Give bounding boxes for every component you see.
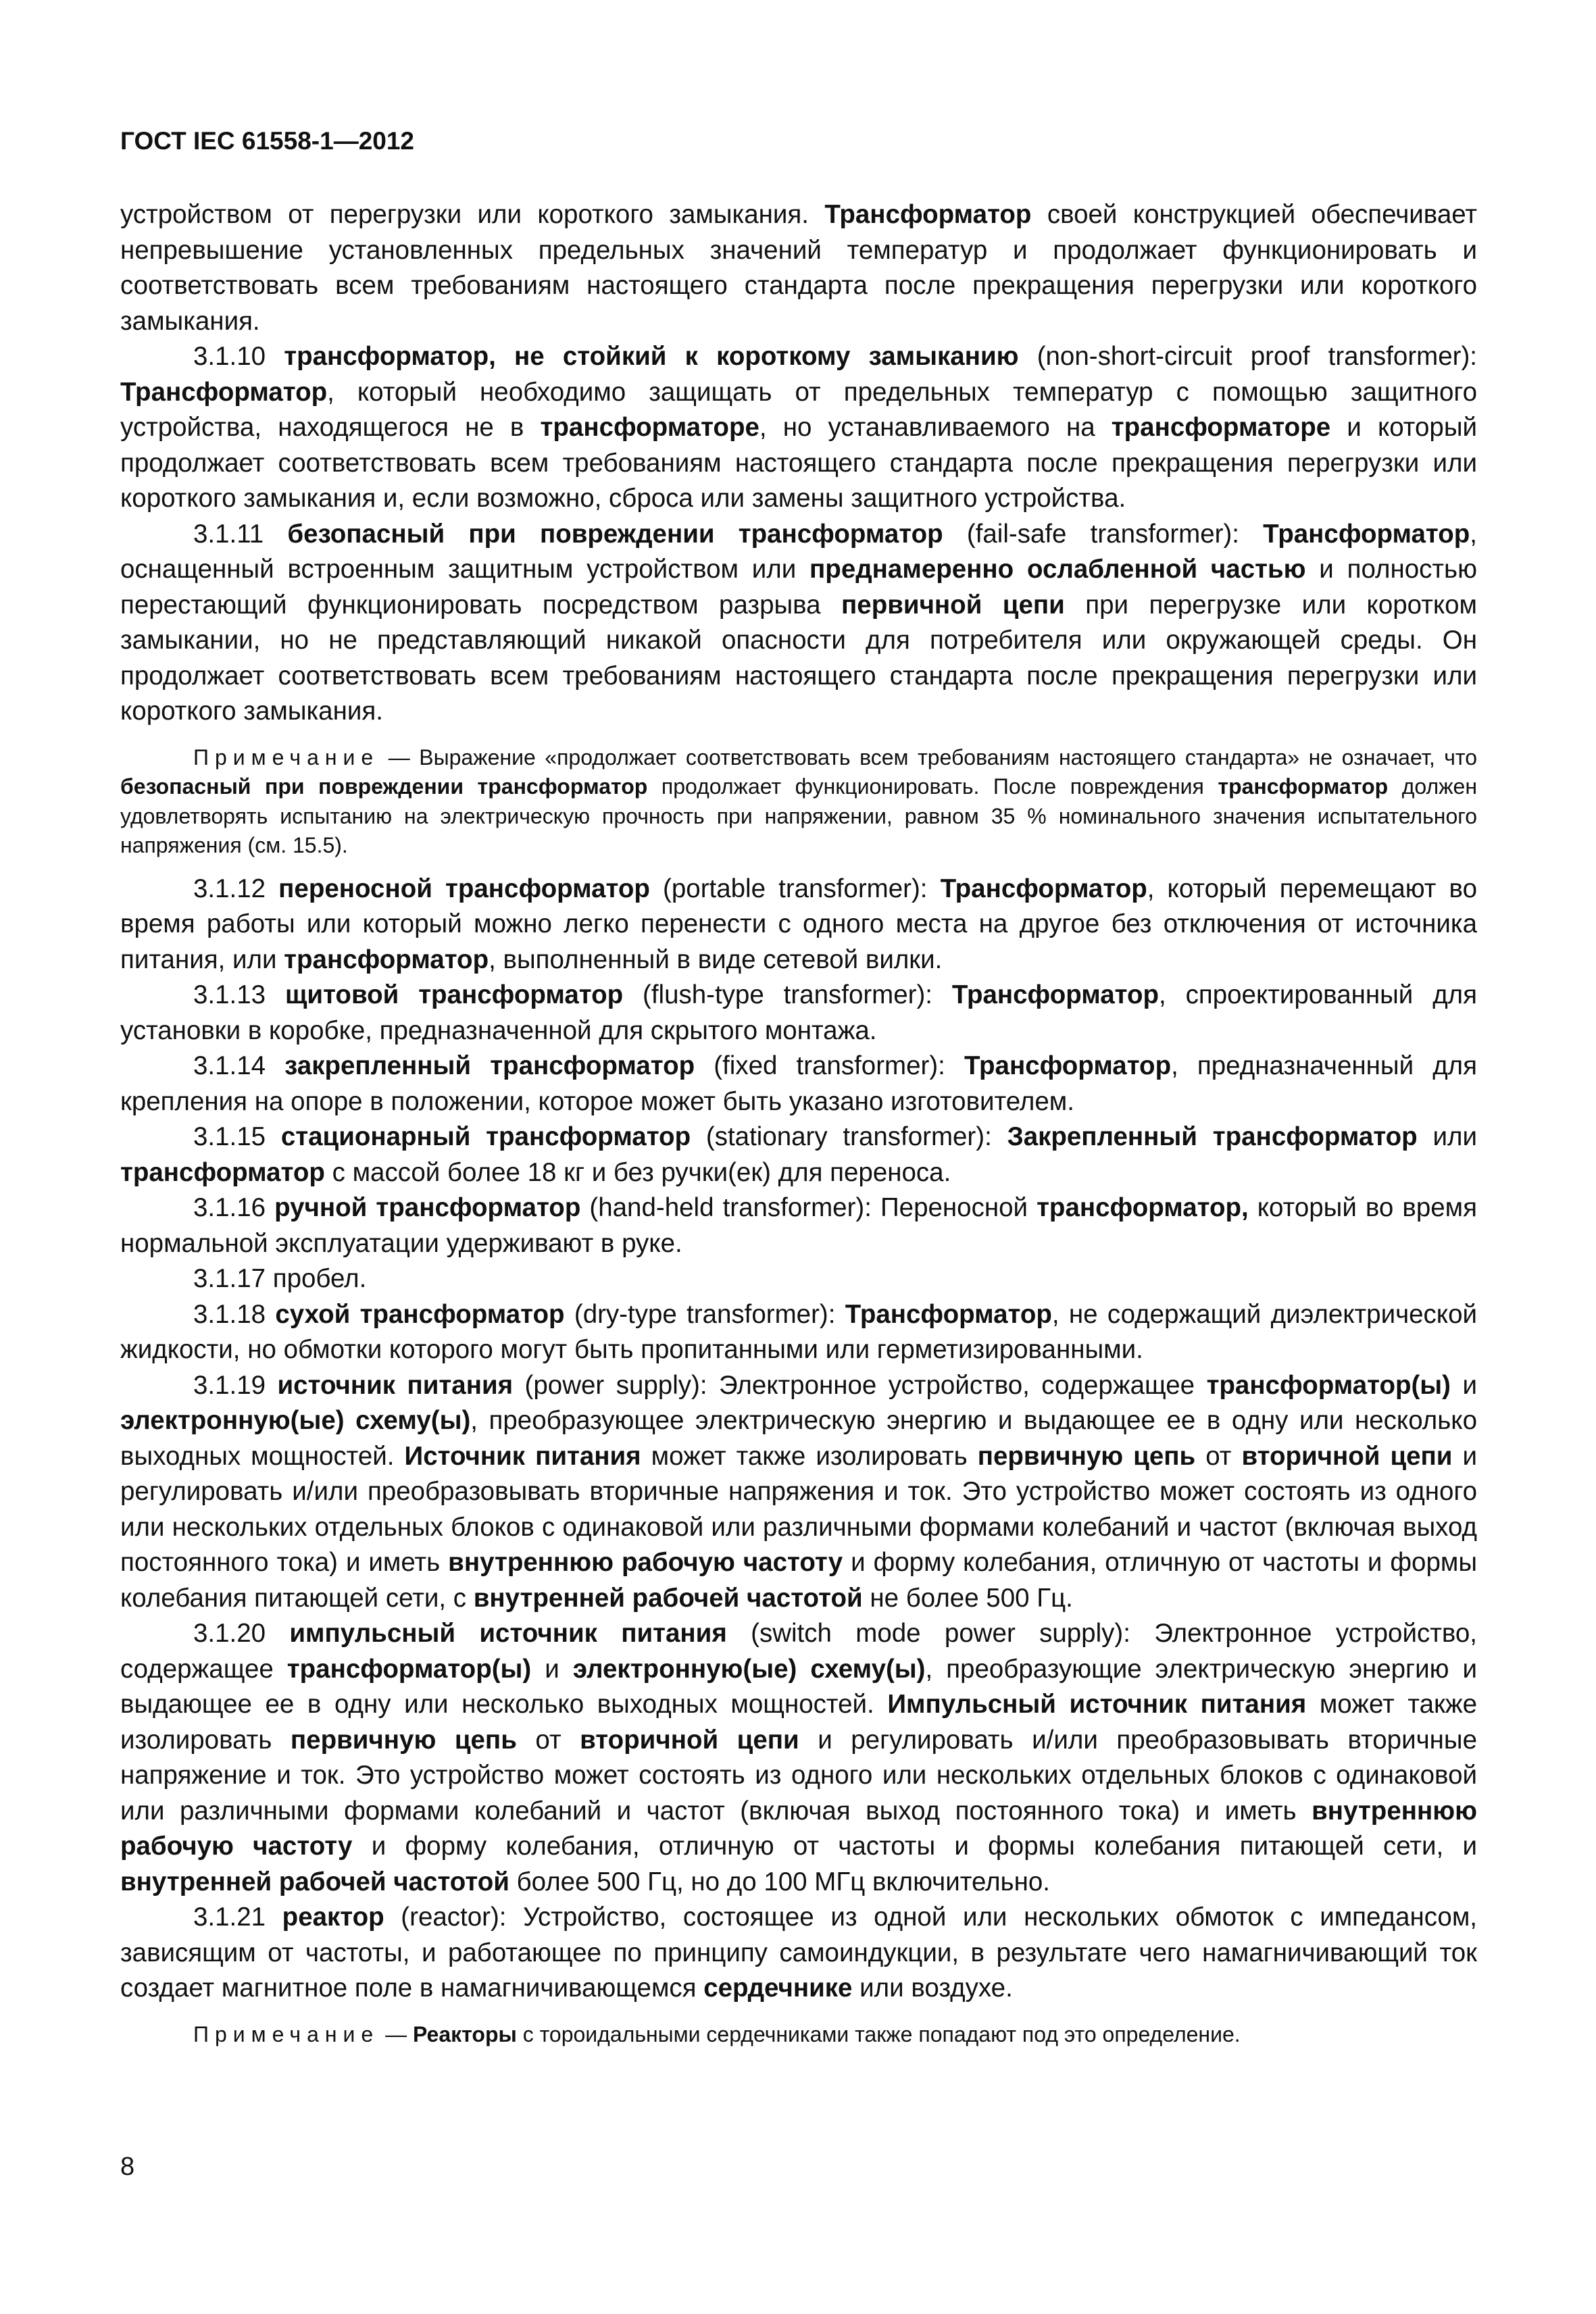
text-run: (portable transformer): [649,874,941,903]
definition-paragraph [120,1900,1477,2007]
bold-term: трансформатор(ы) [286,1654,532,1684]
text-run: (reactor): Устройство, состоящее из одной или нескольких обмоток с импедансом, зависящим от частоты, и работающее по принципу самоиндукции, в результате чего намагничивающий ток создает магнитное поле в намагничивающемся [120,1903,1477,2003]
bold-term: щитовой трансформатор [284,980,624,1009]
definition-paragraph [120,1120,1477,1190]
text-run: при перегрузке или коротком замыкании, но не представляющий никакой опасности для потребителя или окружающей среды. Он продолжает соответствовать всем требованиям настоящего стандарта после прекращения перегрузки или короткого замыкания. [120,590,1477,726]
page-number: 8 [120,2153,135,2181]
bold-term: Реакторы [413,2021,517,2046]
text-run: 3.1.18 [193,1299,276,1329]
definition-paragraph [120,1297,1477,1368]
definition-paragraph [120,1190,1477,1261]
document-header: ГОСТ IEC 61558-1—2012 [120,127,415,155]
definition-paragraph [120,517,1477,730]
text-run: и регулировать и/или преобразовывать вторичные напряжение и ток. Это устройство может состоять из одного или нескольких отдельных блоков с одинаковой или различными формами колебаний и частот (включая выход постоянного тока) и иметь [120,1725,1477,1826]
text-run: 3.1.21 [193,1903,282,1932]
bold-term: трансформатор [120,1157,325,1187]
note-paragraph [120,2020,1477,2050]
bold-term: внутреннюю рабочую частоту [448,1548,843,1577]
text-run: , преобразующее электрическую энергию и выдающее ее в одну или несколько выходных мощностей. [120,1406,1477,1471]
text-run: 3.1.12 [193,874,279,903]
text-run: может также изолировать [120,1690,1477,1755]
definition-paragraph [120,197,1477,339]
bold-term: трансформатор [284,945,489,974]
text-run: (dry-type transformer): [564,1299,845,1329]
note-paragraph [120,743,1477,861]
bold-term: первичную цепь [290,1725,517,1755]
text-run: (hand-held transformer): Переносной [580,1193,1037,1222]
text-run: и форму колебания, отличную от частоты и формы колебания питающей сети, с [120,1548,1478,1613]
text-run: продолжает функционировать. После повреждения [647,774,1218,799]
text-run: от [1195,1441,1242,1471]
bold-term: Трансформатор [120,377,328,407]
bold-term: безопасный при повреждении трансформатор [287,519,943,549]
text-run: 3.1.14 [193,1051,285,1080]
text-run: , который необходимо защищать от предельных температур с помощью защитного устройства, находящегося не в [120,377,1477,442]
bold-term: вторичной цепи [1241,1441,1453,1471]
definition-paragraph [120,1368,1477,1617]
bold-term: электронную(ые) схему(ы) [572,1654,926,1684]
bold-term: Закрепленный трансформатор [1007,1122,1418,1151]
text-run: должен удовлетворять испытанию на электрическую прочность при напряжении, равном 35 % номинального значения испытательного напряжения (см. 15.5). [120,774,1478,857]
text-run: , но устанавливаемого на [759,413,1112,442]
text-run: , выполненный в виде сетевой вилки. [489,945,943,974]
bold-term: Импульсный источник питания [887,1690,1307,1719]
text-run: и [531,1654,573,1684]
bold-term: реактор [282,1903,384,1932]
text-run: устройством от перегрузки или короткого замыкания. [120,200,825,229]
bold-term: трансформаторе [1111,413,1331,442]
text-run: своей конструкцией обеспечивает непревышение установленных предельных значений температур и продолжает функционировать и соответствовать всем требованиям настоящего стандарта после прекращения перегрузки или короткого замыкания. [120,200,1477,336]
bold-term: Источник питания [404,1441,641,1471]
bold-term: первичную цепь [977,1441,1196,1471]
bold-term: внутренней рабочей частотой [120,1867,509,1896]
note-label: Примечание [193,2021,380,2046]
text-run: — Выражение «продолжает соответствовать всем требованиям настоящего стандарта» не означает, что [379,745,1477,770]
bold-term: Трансформатор [940,874,1147,903]
text-run: (fixed transformer): [695,1051,964,1080]
text-run: 3.1.13 [193,980,285,1009]
text-run: , спроектированный для установки в коробке, предназначенной для скрытого монтажа. [120,980,1477,1045]
bold-term: Трансформатор [824,200,1032,229]
text-run: и регулировать и/или преобразовывать вторичные напряжения и ток. Это устройство может состоять из одного или нескольких отдельных блоков с одинаковой или различными формами колебаний и частот (включая выход постоянного тока) и иметь [120,1441,1478,1577]
bold-term: трансформатор, [1037,1193,1249,1222]
text-run: 3.1.17 пробел. [193,1264,367,1293]
text-run: от [516,1725,580,1755]
bold-term: Трансформатор [951,980,1159,1009]
definition-paragraph [120,1616,1477,1900]
text-run: 3.1.16 [193,1193,275,1222]
bold-term: закрепленный трансформатор [284,1051,695,1080]
text-run: (power supply): Электронное устройство, содержащее [513,1370,1207,1400]
text-run: — [379,2021,413,2046]
bold-term: ручной трансформатор [274,1193,581,1222]
text-run: с массой более 18 кг и без ручки(ек) для переноса. [324,1157,951,1187]
text-run: 3.1.19 [193,1370,278,1400]
text-run: может также изолировать [641,1441,978,1471]
bold-term: Трансформатор [1263,519,1470,549]
bold-term: внутренней рабочей частотой [473,1583,863,1613]
text-run: , не содержащий диэлектрической жидкости, но обмотки которого могут быть пропитанными или герметизированными. [120,1299,1477,1364]
bold-term: вторичной цепи [580,1725,799,1755]
text-run: и форму колебания, отличную от частоты и формы колебания питающей сети, и [352,1832,1477,1861]
text-run: (stationary transformer): [691,1122,1007,1151]
note-label: Примечание [193,745,380,770]
bold-term: источник питания [277,1370,514,1400]
bold-term: электронную(ые) схему(ы) [120,1406,471,1435]
text-run: с тороидальными сердечниками также попадают под это определение. [516,2021,1241,2046]
text-run: и который продолжает соответствовать всем требованиям настоящего стандарта после прекращения перегрузки или короткого замыкания и, если возможно, сброса или замены защитного устройства. [120,413,1477,513]
text-run: более 500 Гц, но до 100 МГц включительно. [509,1867,1050,1896]
definition-paragraph [120,1261,1477,1297]
definition-paragraph [120,1049,1477,1120]
bold-term: трансформаторе [540,413,759,442]
text-run: и полностью перестающий функционировать посредством разрыва [120,555,1477,620]
bold-term: безопасный при повреждении трансформатор [120,774,648,799]
bold-term: Трансформатор [845,1299,1052,1329]
text-run: или [1417,1122,1477,1151]
text-run: 3.1.15 [193,1122,281,1151]
bold-term: стационарный трансформатор [280,1122,691,1151]
text-run: 3.1.20 [193,1619,290,1648]
bold-term: преднамеренно ослабленной частью [809,555,1306,584]
bold-term: Трансформатор [964,1051,1172,1080]
definition-paragraph [120,339,1477,517]
text-run: (fail-safe transformer): [943,519,1264,549]
text-run: (flush-type transformer): [623,980,952,1009]
bold-term: сердечнике [703,1973,853,2003]
bold-term: трансформатор(ы) [1206,1370,1451,1400]
document-body [120,197,1477,2060]
bold-term: внутреннюю рабочую частоту [120,1796,1477,1861]
bold-term: переносной трансформатор [278,874,650,903]
text-run: не более 500 Гц. [862,1583,1073,1613]
bold-term: трансформатор [1218,774,1389,799]
bold-term: импульсный источник питания [289,1619,727,1648]
text-run: и [1451,1370,1477,1400]
text-run: (switch mode power supply): Электронное устройство, содержащее [120,1619,1477,1684]
bold-term: первичной цепи [841,590,1065,620]
text-run: 3.1.11 [193,519,288,549]
text-run: , преобразующие электрическую энергию и выдающее ее в одну или несколько выходных мощностей. [120,1654,1477,1719]
bold-term: сухой трансформатор [275,1299,565,1329]
text-run: или воздухе. [852,1973,1013,2003]
definition-paragraph [120,978,1477,1049]
text-run: который во время нормальной эксплуатации удерживают в руке. [120,1193,1477,1258]
text-run: , оснащенный встроенным защитным устройством или [120,519,1477,584]
bold-term: трансформатор, не стойкий к короткому замыканию [284,342,1019,371]
text-run: , предназначенный для крепления на опоре в положении, которое может быть указано изготовителем. [120,1051,1477,1116]
definition-paragraph [120,872,1477,978]
text-run: , который перемещают во время работы или который можно легко перенести с одного места на другое без отключения от источника питания, или [120,874,1477,974]
text-run: 3.1.10 [193,342,284,371]
text-run: (non-short-circuit proof transformer): [1018,342,1477,371]
